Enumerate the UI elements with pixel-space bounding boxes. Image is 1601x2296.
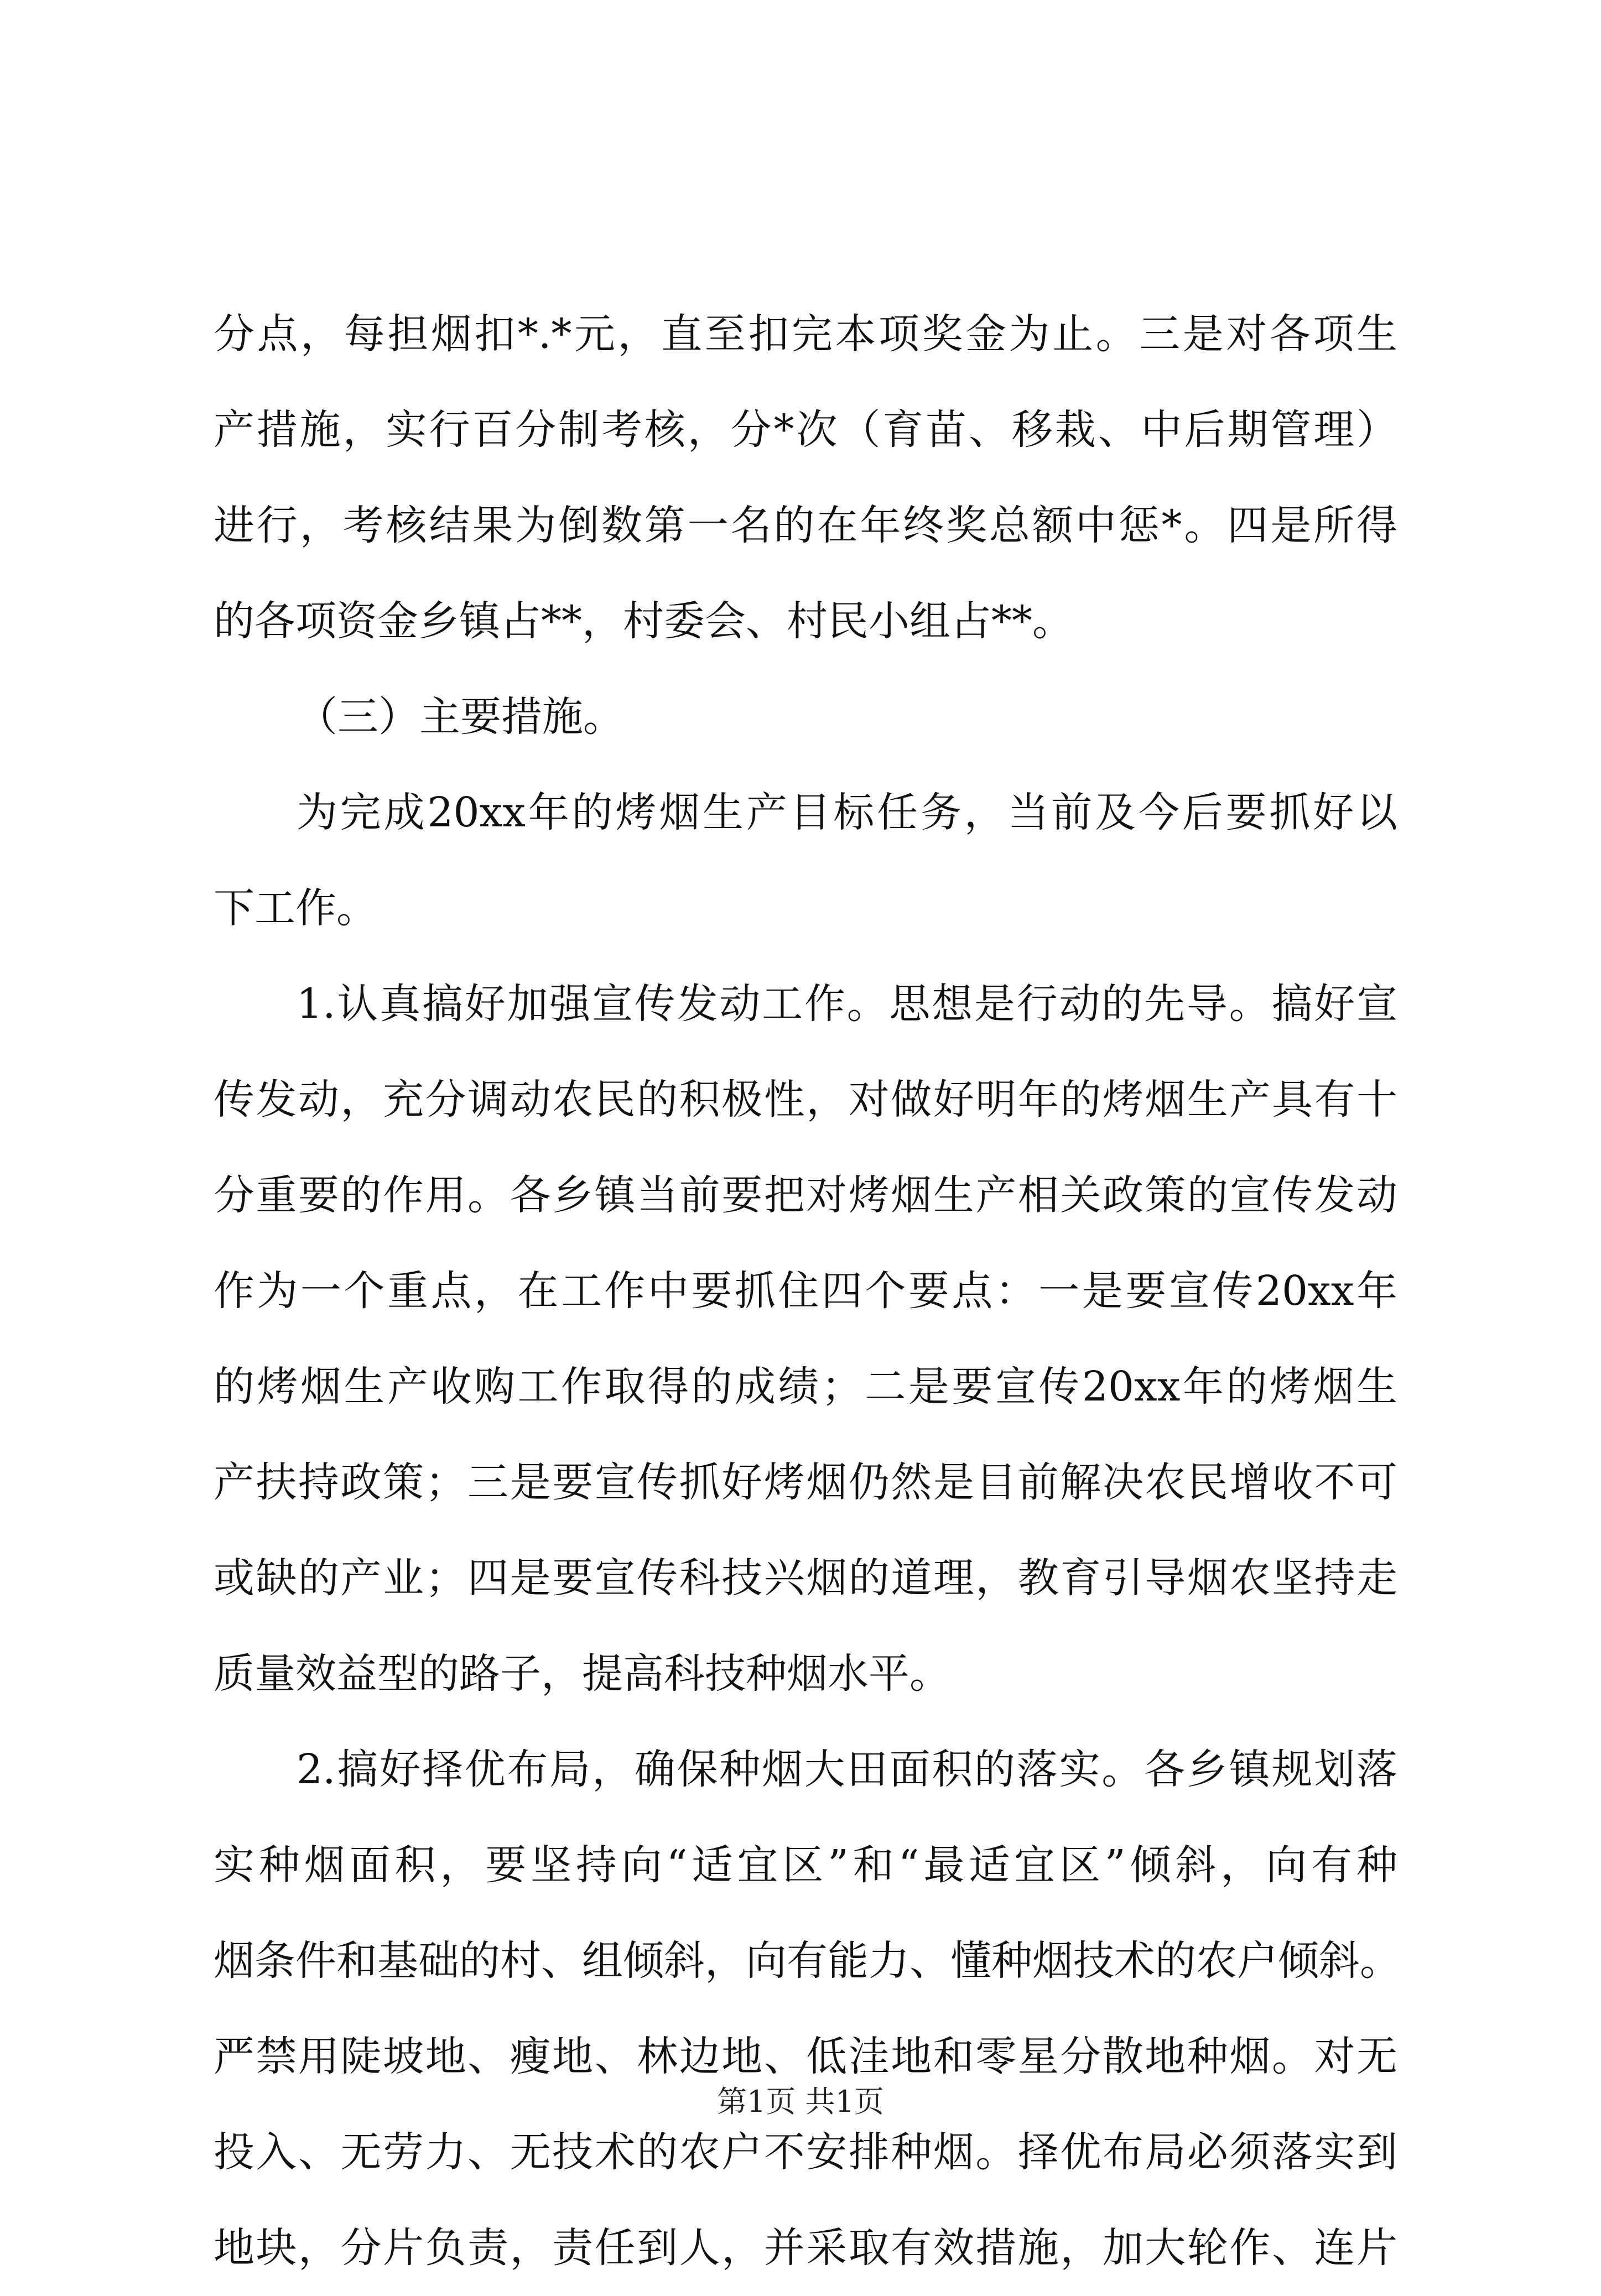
text-line: 分重要的作用。各乡镇当前要把对烤烟生产相关政策的宣传发动 <box>214 1172 1397 1219</box>
text-line: 地块，分片负责，责任到人，并采取有效措施，加大轮作、连片 <box>214 2224 1397 2272</box>
text-line: 产扶持政策；三是要宣传抓好烤烟仍然是目前解决农民增收不可 <box>214 1459 1397 1506</box>
text-line: 或缺的产业；四是要宣传科技兴烟的道理，教育引导烟农坚持走 <box>214 1554 1397 1602</box>
text-line: 下工作。 <box>214 884 377 932</box>
section-heading: （三）主要措施。 <box>297 693 624 741</box>
text-line: 传发动，充分调动农民的积极性，对做好明年的烤烟生产具有十 <box>214 1076 1397 1123</box>
text-line: 实种烟面积，要坚持向“适宜区”和“最适宜区”倾斜，向有种 <box>214 1841 1397 1889</box>
text-line: 的烤烟生产收购工作取得的成绩；二是要宣传20xx年的烤烟生 <box>214 1363 1397 1410</box>
text-line: 产措施，实行百分制考核，分*次（育苗、移栽、中后期管理） <box>214 406 1397 454</box>
document-body <box>214 287 1401 2296</box>
text-line: 烟条件和基础的村、组倾斜，向有能力、懂种烟技术的农户倾斜。 <box>214 1937 1401 1985</box>
text-line: 为完成20xx年的烤烟生产目标任务，当前及今后要抓好以 <box>297 789 1397 836</box>
text-line: 1.认真搞好加强宣传发动工作。思想是行动的先导。搞好宣 <box>297 980 1397 1028</box>
text-line: 作为一个重点，在工作中要抓住四个要点：一是要宣传20xx年 <box>214 1267 1397 1315</box>
text-line: 质量效益型的路子，提高科技种烟水平。 <box>214 1650 950 1698</box>
text-line: 2.搞好择优布局，确保种烟大田面积的落实。各乡镇规划落 <box>297 1746 1397 1793</box>
text-line: 投入、无劳力、无技术的农户不安排种烟。择优布局必须落实到 <box>214 2128 1397 2176</box>
text-line: 分点，每担烟扣*.*元，直至扣完本项奖金为止。三是对各项生 <box>214 310 1397 358</box>
text-line: 进行，考核结果为倒数第一名的在年终奖总额中惩*。四是所得 <box>214 502 1397 549</box>
text-line: 严禁用陡坡地、瘦地、林边地、低洼地和零星分散地种烟。对无 <box>214 2033 1397 2080</box>
text-line: 的各项资金乡镇占**，村委会、村民小组占**。 <box>214 597 1073 645</box>
page-footer: 第1页 共1页 <box>717 2084 884 2119</box>
